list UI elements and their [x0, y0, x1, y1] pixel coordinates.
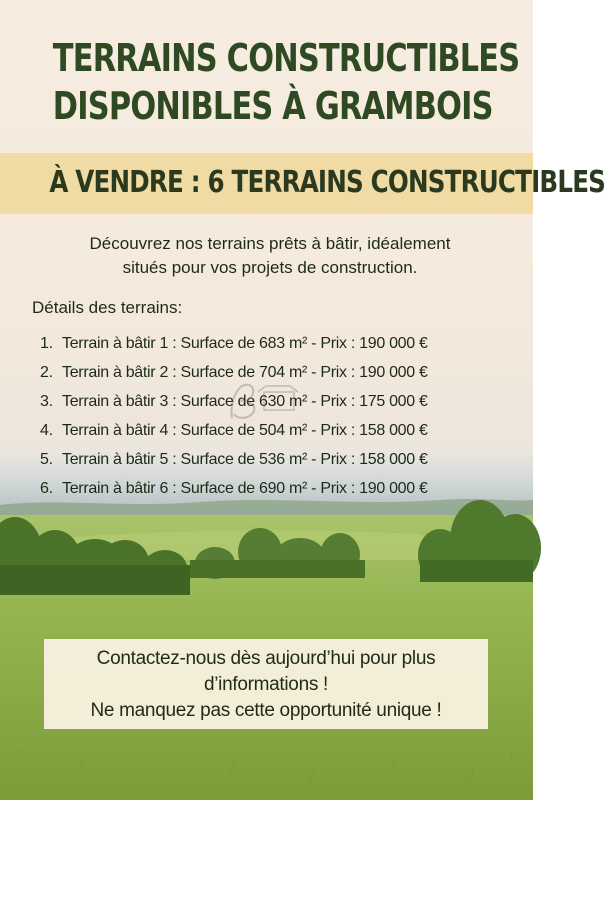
lot-item: [40, 477, 510, 506]
contact-line-3: Ne manquez pas cette opportunité unique !: [90, 700, 442, 721]
sale-banner-text: À VENDRE : 6 TERRAINS CONSTRUCTIBLES: [49, 165, 605, 200]
lot-text: Terrain à bâtir 5 : Surface de 536 m² - Prix : 158 000 €: [62, 451, 428, 468]
sale-banner: [0, 153, 605, 214]
intro-line-2: situés pour vos projets de construction.: [122, 258, 418, 277]
lot-text: Terrain à bâtir 6 : Surface de 690 m² - Prix : 190 000 €: [62, 480, 428, 497]
lot-number: 6.: [40, 480, 53, 497]
monogram-watermark-icon: [212, 378, 312, 428]
lot-number: 5.: [40, 451, 53, 468]
lot-text: Terrain à bâtir 4 : Surface de 504 m² - Prix : 158 000 €: [62, 422, 428, 439]
contact-line-2: d’informations !: [203, 674, 329, 695]
contact-box: [44, 639, 488, 729]
contact-text: [44, 646, 488, 724]
lot-text: Terrain à bâtir 3 : Surface de 630 m² - Prix : 175 000 €: [62, 393, 428, 410]
lot-item: [40, 332, 510, 361]
lot-number: 1.: [40, 335, 53, 352]
lot-number: 3.: [40, 393, 53, 410]
page-title: [52, 34, 520, 130]
lot-item: [40, 448, 510, 477]
lot-number: 4.: [40, 422, 53, 439]
title-line-1: TERRAINS CONSTRUCTIBLES: [52, 36, 520, 80]
title-line-2: DISPONIBLES À GRAMBOIS: [52, 84, 493, 128]
intro-line-1: Découvrez nos terrains prêts à bâtir, idéalement: [89, 234, 451, 253]
details-heading: Détails des terrains:: [32, 298, 183, 317]
lot-text: Terrain à bâtir 1 : Surface de 683 m² - Prix : 190 000 €: [62, 335, 428, 352]
lot-text: Terrain à bâtir 2 : Surface de 704 m² - Prix : 190 000 €: [62, 364, 428, 381]
contact-line-1: Contactez-nous dès aujourd’hui pour plus: [96, 648, 436, 669]
lot-number: 2.: [40, 364, 53, 381]
intro-text: [30, 232, 510, 280]
